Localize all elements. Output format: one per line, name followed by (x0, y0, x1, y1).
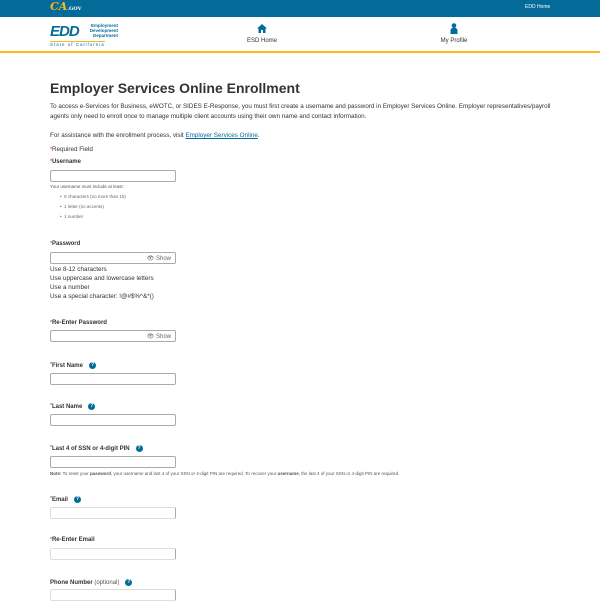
eye-icon: 👁 (146, 334, 155, 340)
help-icon[interactable]: ? (127, 579, 131, 585)
password-rule: Use uppercase and lowercase letters (50, 275, 154, 282)
home-icon (257, 23, 267, 34)
password-label: *Password (50, 241, 81, 247)
eye-icon: 👁 (146, 256, 155, 262)
page-title: Employer Services Online Enrollment (50, 80, 300, 96)
assistance-text: For assistance with the enrollment process, visit Employer Services Online. (50, 132, 260, 139)
username-label: *Username (50, 159, 81, 165)
first-name-label: *First Name ? (50, 362, 94, 370)
edd-home-link[interactable]: EDD Home (525, 4, 551, 10)
ssn-input[interactable] (50, 456, 176, 468)
reenter-password-label: *Re-Enter Password (50, 320, 107, 326)
show-password-button[interactable]: 👁 Show (146, 256, 171, 262)
phone-label: Phone Number (optional) ? (50, 579, 131, 587)
first-name-input[interactable] (50, 373, 176, 385)
username-input[interactable] (50, 170, 176, 182)
reenter-password-input[interactable] (50, 330, 176, 342)
site-header: EDD Employment Development Department State of California ESD Home My Profile (0, 17, 600, 53)
user-icon (449, 23, 459, 34)
ca-gov-logo[interactable]: CA.GOV (50, 0, 82, 13)
password-rule: Use a number (50, 284, 90, 291)
nav-esd-home[interactable]: ESD Home (242, 23, 282, 44)
username-rule: • 1 letter (no accents) (60, 204, 104, 209)
show-reenter-password-button[interactable]: 👁 Show (146, 334, 171, 340)
username-rule: • 8 characters (no more than 15) (60, 194, 126, 199)
help-icon[interactable]: ? (90, 403, 94, 409)
password-rule: Use 8-12 characters (50, 266, 107, 273)
username-hint: Your username must include at least: (50, 184, 124, 189)
help-icon[interactable]: ? (90, 362, 94, 368)
last-name-input[interactable] (50, 414, 176, 426)
help-icon[interactable]: ? (75, 496, 79, 502)
email-label: *Email ? (50, 496, 79, 504)
employer-services-online-link[interactable]: Employer Services Online (185, 132, 258, 139)
intro-text: To access e-Services for Business, eWOTC, or SIDES E-Response, you must first create a username and password in Employer Services Online. Employer representatives/payroll agents only need to enroll once to manage multiple client accounts using their own name and contact information. (50, 103, 551, 120)
nav-my-profile[interactable]: My Profile (434, 23, 474, 44)
recovery-note: Note: To reset your password, your username and last 4 of your SSN or 4-digit PIN are required. To recover your username, the last 4 of your SSN or 4-digit PIN are required. (50, 471, 400, 476)
phone-input[interactable] (50, 589, 176, 601)
reenter-email-input[interactable] (50, 548, 176, 560)
password-input[interactable] (50, 252, 176, 264)
required-field-note: *Required Field (50, 146, 93, 153)
top-bar (0, 0, 600, 17)
help-icon[interactable]: ? (137, 445, 141, 451)
username-rule: • 1 number (60, 214, 84, 219)
ssn-label: *Last 4 of SSN or 4-digit PIN ? (50, 445, 141, 453)
password-rule: Use a special character: !@#$%^&*() (50, 293, 154, 300)
reenter-email-label: *Re-Enter Email (50, 537, 95, 543)
last-name-label: *Last Name ? (50, 403, 94, 411)
email-input[interactable] (50, 507, 176, 519)
